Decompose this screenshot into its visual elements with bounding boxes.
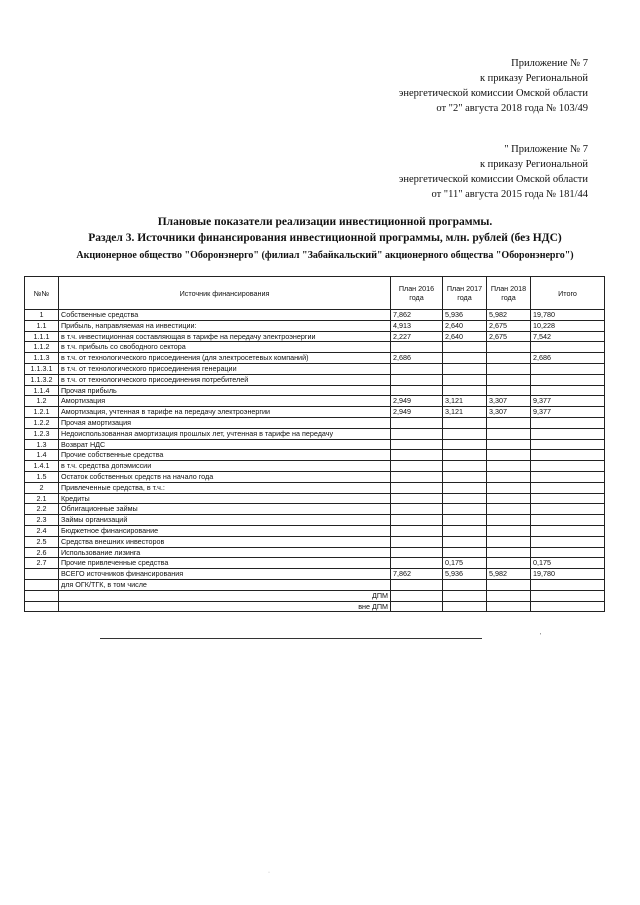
- row-source-name: в т.ч. средства допэмиссии: [59, 461, 391, 472]
- table-row: [25, 471, 605, 482]
- row-plan-2018: [487, 515, 531, 526]
- annex-line: энергетической комиссии Омской области: [398, 174, 588, 185]
- row-source-name: Амортизация, учтенная в тарифе на передачу электроэнергии: [59, 407, 391, 418]
- row-num: 1.2: [25, 396, 59, 407]
- row-plan-2016: [391, 363, 443, 374]
- row-plan-2018: [487, 417, 531, 428]
- row-source-name: Остаток собственных средств на начало года: [59, 471, 391, 482]
- row-plan-2018: [487, 579, 531, 590]
- row-plan-2018: 5,982: [487, 569, 531, 580]
- row-plan-2017: 2,640: [443, 320, 487, 331]
- table-row: [25, 536, 605, 547]
- row-source-name: в т.ч. от технологического присоединения генерации: [59, 363, 391, 374]
- row-num: 1.2.1: [25, 407, 59, 418]
- page-mark: ': [540, 632, 542, 640]
- row-num: 2.1: [25, 493, 59, 504]
- row-plan-2018: 3,307: [487, 407, 531, 418]
- row-plan-2018: [487, 353, 531, 364]
- row-source-name: Прочая прибыль: [59, 385, 391, 396]
- annex-header-previous: [399, 142, 588, 202]
- row-total: 19,780: [531, 310, 605, 321]
- header-total: Итого: [531, 277, 605, 310]
- row-num: [25, 601, 59, 612]
- row-plan-2017: [443, 525, 487, 536]
- row-plan-2018: [487, 504, 531, 515]
- table-row: [25, 417, 605, 428]
- row-plan-2017: 3,121: [443, 396, 487, 407]
- row-total: [531, 504, 605, 515]
- row-plan-2018: [487, 385, 531, 396]
- row-total: [531, 439, 605, 450]
- table-header-row: [25, 277, 605, 310]
- row-plan-2016: [391, 579, 443, 590]
- row-source-name: Бюджетное финансирование: [59, 525, 391, 536]
- organization-title: Акционерное общество "Оборонэнерго" (филиал "Забайкальский" акционерного общества "Оборонэнерго"): [76, 250, 574, 261]
- row-plan-2016: [391, 385, 443, 396]
- table-row: [25, 450, 605, 461]
- row-num: 1.4.1: [25, 461, 59, 472]
- row-plan-2017: 5,936: [443, 569, 487, 580]
- table-row: [25, 547, 605, 558]
- row-total: 10,228: [531, 320, 605, 331]
- row-num: 1.5: [25, 471, 59, 482]
- row-source-name: Привлеченные средства, в т.ч.:: [59, 482, 391, 493]
- row-plan-2017: [443, 493, 487, 504]
- row-plan-2018: [487, 525, 531, 536]
- row-source-name: Использование лизинга: [59, 547, 391, 558]
- row-plan-2018: [487, 482, 531, 493]
- row-plan-2017: [443, 547, 487, 558]
- row-plan-2017: [443, 579, 487, 590]
- table-row: [25, 385, 605, 396]
- row-total: 2,686: [531, 353, 605, 364]
- header-plan-2017: План 2017 года: [443, 277, 487, 310]
- row-plan-2016: [391, 417, 443, 428]
- row-plan-2018: 5,982: [487, 310, 531, 321]
- table-row: [25, 493, 605, 504]
- row-num: 1.1.3: [25, 353, 59, 364]
- row-num: 2.7: [25, 558, 59, 569]
- row-plan-2018: [487, 374, 531, 385]
- row-total: [531, 428, 605, 439]
- row-source-name: Займы организаций: [59, 515, 391, 526]
- row-total: [531, 590, 605, 601]
- row-source-name: Кредиты: [59, 493, 391, 504]
- row-plan-2016: [391, 504, 443, 515]
- row-num: 1: [25, 310, 59, 321]
- row-num: 2.5: [25, 536, 59, 547]
- row-plan-2018: [487, 493, 531, 504]
- row-plan-2018: [487, 342, 531, 353]
- row-plan-2016: [391, 439, 443, 450]
- row-plan-2016: 2,949: [391, 396, 443, 407]
- row-num: 2.4: [25, 525, 59, 536]
- table-row: [25, 310, 605, 321]
- row-plan-2018: [487, 363, 531, 374]
- row-num: [25, 579, 59, 590]
- header-source: Источник финансирования: [59, 277, 391, 310]
- row-total: [531, 374, 605, 385]
- row-plan-2017: [443, 515, 487, 526]
- row-num: 1.1.3.2: [25, 374, 59, 385]
- row-plan-2017: [443, 601, 487, 612]
- row-plan-2016: 4,913: [391, 320, 443, 331]
- row-num: 2: [25, 482, 59, 493]
- row-total: [531, 482, 605, 493]
- row-total: [531, 536, 605, 547]
- row-source-name: Прочая амортизация: [59, 417, 391, 428]
- table-row: [25, 504, 605, 515]
- row-plan-2016: [391, 428, 443, 439]
- table-row: [25, 515, 605, 526]
- row-num: 1.1: [25, 320, 59, 331]
- table-row: [25, 428, 605, 439]
- row-num: 1.2.2: [25, 417, 59, 428]
- row-plan-2016: [391, 482, 443, 493]
- row-num: 1.3: [25, 439, 59, 450]
- row-plan-2017: [443, 450, 487, 461]
- header-plan-2016: План 2016 года: [391, 277, 443, 310]
- row-plan-2017: [443, 353, 487, 364]
- row-plan-2017: [443, 482, 487, 493]
- row-plan-2016: [391, 525, 443, 536]
- row-num: 1.1.3.1: [25, 363, 59, 374]
- annex-line: Приложение № 7: [511, 58, 588, 69]
- row-plan-2018: 2,675: [487, 320, 531, 331]
- row-plan-2018: [487, 558, 531, 569]
- table-row: [25, 461, 605, 472]
- row-total: [531, 579, 605, 590]
- row-plan-2018: [487, 461, 531, 472]
- row-num: 1.1.2: [25, 342, 59, 353]
- row-num: [25, 569, 59, 580]
- table-row: [25, 320, 605, 331]
- row-plan-2017: [443, 374, 487, 385]
- document-title: Плановые показатели реализации инвестиционной программы.: [157, 216, 493, 228]
- row-plan-2016: 2,949: [391, 407, 443, 418]
- row-total: [531, 547, 605, 558]
- row-source-name: в т.ч. прибыль со свободного сектора: [59, 342, 391, 353]
- signature-line: [100, 638, 482, 639]
- row-source-name: Возврат НДС: [59, 439, 391, 450]
- row-total: [531, 601, 605, 612]
- row-source-name: Собственные средства: [59, 310, 391, 321]
- table-row: [25, 331, 605, 342]
- row-total: [531, 417, 605, 428]
- row-plan-2017: [443, 428, 487, 439]
- table-row: [25, 482, 605, 493]
- row-plan-2018: 2,675: [487, 331, 531, 342]
- row-num: 1.2.3: [25, 428, 59, 439]
- row-total: [531, 385, 605, 396]
- row-total: 0,175: [531, 558, 605, 569]
- annex-header-current: [399, 56, 588, 116]
- header-num: №№: [25, 277, 59, 310]
- row-plan-2017: [443, 471, 487, 482]
- row-plan-2016: [391, 493, 443, 504]
- row-plan-2018: [487, 536, 531, 547]
- row-total: 19,780: [531, 569, 605, 580]
- row-plan-2016: 7,862: [391, 310, 443, 321]
- row-plan-2018: [487, 590, 531, 601]
- table-row: [25, 353, 605, 364]
- row-plan-2018: [487, 471, 531, 482]
- row-source-name: в т.ч. от технологического присоединения потребителей: [59, 374, 391, 385]
- row-plan-2016: [391, 547, 443, 558]
- row-num: 1.4: [25, 450, 59, 461]
- row-plan-2017: 0,175: [443, 558, 487, 569]
- row-plan-2018: 3,307: [487, 396, 531, 407]
- row-plan-2017: [443, 461, 487, 472]
- financing-sources-table: [24, 276, 605, 612]
- row-total: [531, 515, 605, 526]
- row-total: [531, 363, 605, 374]
- page-dot: ·: [268, 870, 270, 876]
- header-plan-2018: План 2018 года: [487, 277, 531, 310]
- row-plan-2016: [391, 590, 443, 601]
- row-source-name: в т.ч. от технологического присоединения (для электросетевых компаний): [59, 353, 391, 364]
- row-plan-2016: 7,862: [391, 569, 443, 580]
- row-total: 7,542: [531, 331, 605, 342]
- table-row: [25, 363, 605, 374]
- row-plan-2016: [391, 461, 443, 472]
- row-plan-2016: 2,227: [391, 331, 443, 342]
- row-num: 1.1.4: [25, 385, 59, 396]
- table-row: [25, 525, 605, 536]
- row-num: 1.1.1: [25, 331, 59, 342]
- row-num: [25, 590, 59, 601]
- row-total: 9,377: [531, 407, 605, 418]
- row-source-name: вне ДПМ: [59, 601, 391, 612]
- row-plan-2016: [391, 515, 443, 526]
- row-plan-2017: [443, 536, 487, 547]
- row-plan-2018: [487, 547, 531, 558]
- annex-line: к приказу Региональной: [479, 73, 588, 84]
- row-source-name: Прочие привлеченные средства: [59, 558, 391, 569]
- annex-line: к приказу Региональной: [479, 159, 588, 170]
- annex-line: " Приложение № 7: [504, 144, 588, 155]
- table-row: [25, 342, 605, 353]
- row-total: [531, 525, 605, 536]
- table-row: [25, 569, 605, 580]
- table-row: [25, 439, 605, 450]
- table-row: [25, 407, 605, 418]
- table-row: [25, 396, 605, 407]
- row-total: [531, 450, 605, 461]
- row-total: [531, 493, 605, 504]
- row-source-name: Облигационные займы: [59, 504, 391, 515]
- row-source-name: Амортизация: [59, 396, 391, 407]
- row-plan-2016: [391, 471, 443, 482]
- row-total: [531, 471, 605, 482]
- row-total: [531, 342, 605, 353]
- row-plan-2016: [391, 601, 443, 612]
- row-source-name: ДПМ: [59, 590, 391, 601]
- row-plan-2017: 2,640: [443, 331, 487, 342]
- row-plan-2016: [391, 558, 443, 569]
- row-total: 9,377: [531, 396, 605, 407]
- row-num: 2.6: [25, 547, 59, 558]
- row-plan-2017: 3,121: [443, 407, 487, 418]
- row-plan-2017: [443, 385, 487, 396]
- row-plan-2016: [391, 536, 443, 547]
- row-plan-2016: [391, 450, 443, 461]
- row-plan-2017: [443, 363, 487, 374]
- row-source-name: ВСЕГО источников финансирования: [59, 569, 391, 580]
- row-plan-2017: [443, 342, 487, 353]
- row-plan-2017: [443, 439, 487, 450]
- table-row: [25, 590, 605, 601]
- row-source-name: Прибыль, направляемая на инвестиции:: [59, 320, 391, 331]
- row-plan-2018: [487, 428, 531, 439]
- section-title: Раздел 3. Источники финансирования инвестиционной программы, млн. рублей (без НДС): [88, 232, 562, 244]
- row-num: 2.2: [25, 504, 59, 515]
- row-source-name: Недоиспользованная амортизация прошлых лет, учтенная в тарифе на передачу: [59, 428, 391, 439]
- table-row: [25, 374, 605, 385]
- row-plan-2018: [487, 601, 531, 612]
- table-row: [25, 558, 605, 569]
- row-source-name: для ОГК/ТГК, в том числе: [59, 579, 391, 590]
- table-row: [25, 601, 605, 612]
- row-plan-2018: [487, 439, 531, 450]
- annex-line: энергетической комиссии Омской области: [398, 88, 588, 99]
- row-plan-2017: [443, 590, 487, 601]
- table-row: [25, 579, 605, 590]
- row-plan-2018: [487, 450, 531, 461]
- row-plan-2017: [443, 417, 487, 428]
- annex-line: от "2" августа 2018 года № 103/49: [436, 103, 588, 114]
- row-plan-2016: [391, 374, 443, 385]
- row-total: [531, 461, 605, 472]
- row-plan-2017: [443, 504, 487, 515]
- row-source-name: Прочие собственные средства: [59, 450, 391, 461]
- row-source-name: в т.ч. инвестиционная составляющая в тарифе на передачу электроэнергии: [59, 331, 391, 342]
- row-plan-2017: 5,936: [443, 310, 487, 321]
- row-plan-2016: 2,686: [391, 353, 443, 364]
- row-num: 2.3: [25, 515, 59, 526]
- row-plan-2016: [391, 342, 443, 353]
- row-source-name: Средства внешних инвесторов: [59, 536, 391, 547]
- annex-line: от "11" августа 2015 года № 181/44: [431, 189, 588, 200]
